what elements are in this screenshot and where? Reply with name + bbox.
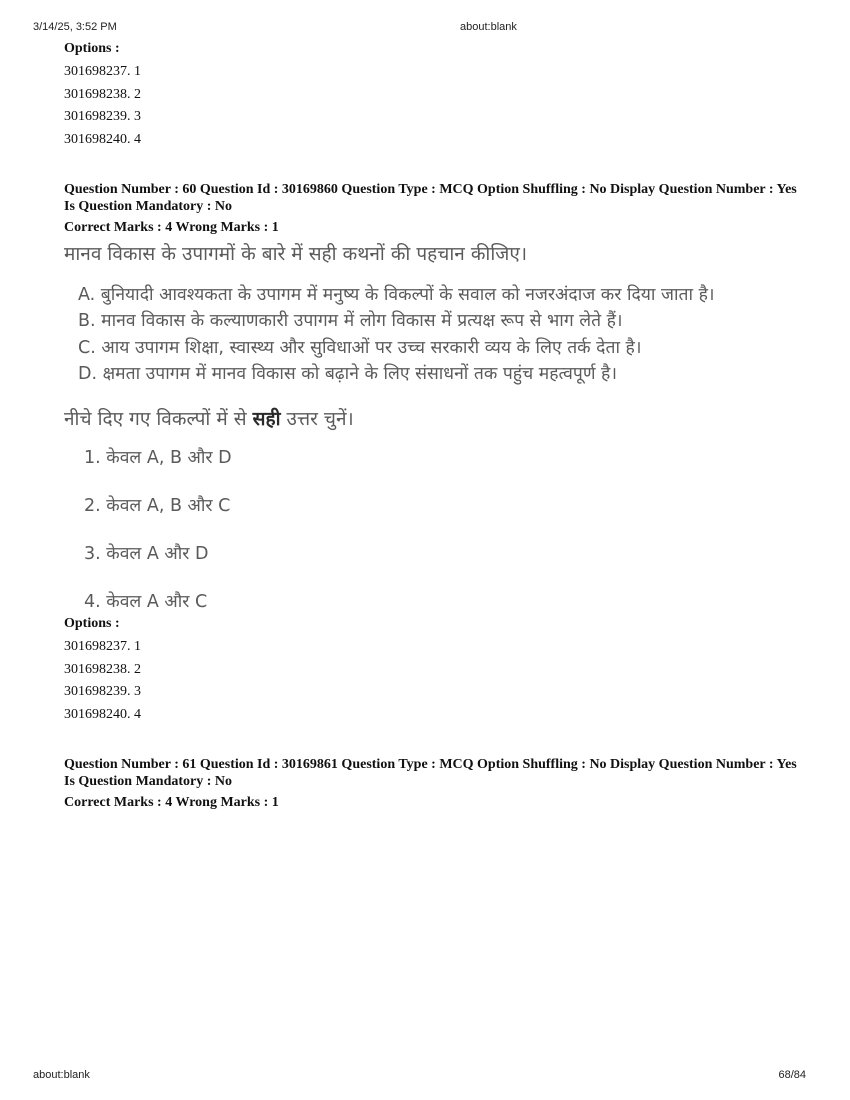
options-list [64, 636, 804, 727]
choice-list [84, 447, 804, 613]
statement-list [78, 282, 804, 388]
question-marks: Correct Marks : 4 Wrong Marks : 1 [64, 794, 279, 810]
choice-item: 3. केवल A और D [84, 543, 209, 564]
statement-item: C. आय उपागम शिक्षा, स्वास्थ्य और सुविधाओं पर उच्च सरकारी व्यय के लिए तर्क देता है। [78, 337, 642, 358]
statement-item: B. मानव विकास के कल्याणकारी उपागम में लोग विकास में प्रत्यक्ष रूप से भाग लेते हैं। [78, 311, 623, 332]
options-list [64, 61, 804, 152]
print-header-datetime: 3/14/25, 3:52 PM [33, 21, 117, 33]
option-item: 301698238. 2 [64, 661, 141, 677]
instruction-pre: नीचे दिए गए विकल्पों में से [64, 407, 253, 430]
choice-item: 1. केवल A, B और D [84, 447, 232, 468]
question-header: Question Number : 61 Question Id : 30169861 Question Type : MCQ Option Shuffling : No Display Question Number : Yes Is Question Mandatory : No [64, 756, 797, 789]
print-header-url: about:blank [460, 21, 517, 33]
previous-question-options [64, 40, 804, 152]
choice-item: 2. केवल A, B और C [84, 495, 231, 516]
question-61 [64, 756, 804, 811]
choice-item: 4. केवल A और C [84, 591, 208, 612]
instruction-bold: सही [252, 407, 281, 430]
instruction-post: उत्तर चुनें। [280, 407, 354, 430]
instruction-text [64, 407, 804, 431]
option-item: 301698237. 1 [64, 64, 141, 79]
option-item: 301698238. 2 [64, 86, 141, 102]
print-footer-url: about:blank [33, 1069, 90, 1081]
print-footer-page-number: 68/84 [778, 1069, 806, 1081]
question-marks: Correct Marks : 4 Wrong Marks : 1 [64, 219, 279, 235]
option-item: 301698240. 4 [64, 132, 141, 148]
options-title: Options : [64, 41, 120, 56]
option-item: 301698237. 1 [64, 638, 141, 654]
option-item: 301698240. 4 [64, 706, 141, 722]
option-item: 301698239. 3 [64, 109, 141, 125]
question-60 [64, 181, 804, 727]
statement-item: A. बुनियादी आवश्यकता के उपागम में मनुष्य के विकल्पों के सवाल को नजरअंदाज कर दिया जाता है। [78, 284, 715, 305]
option-item: 301698239. 3 [64, 684, 141, 700]
question-header: Question Number : 60 Question Id : 30169860 Question Type : MCQ Option Shuffling : No Display Question Number : Yes Is Question Mandatory : No [64, 181, 797, 214]
page-content [64, 40, 804, 811]
question-image [64, 242, 804, 613]
statement-item: D. क्षमता उपागम में मानव विकास को बढ़ाने के लिए संसाधनों तक पहुंच महत्वपूर्ण है। [78, 364, 617, 385]
options-title: Options : [64, 615, 120, 631]
question-text: मानव विकास के उपागमों के बारे में सही कथनों की पहचान कीजिए। [64, 242, 528, 265]
